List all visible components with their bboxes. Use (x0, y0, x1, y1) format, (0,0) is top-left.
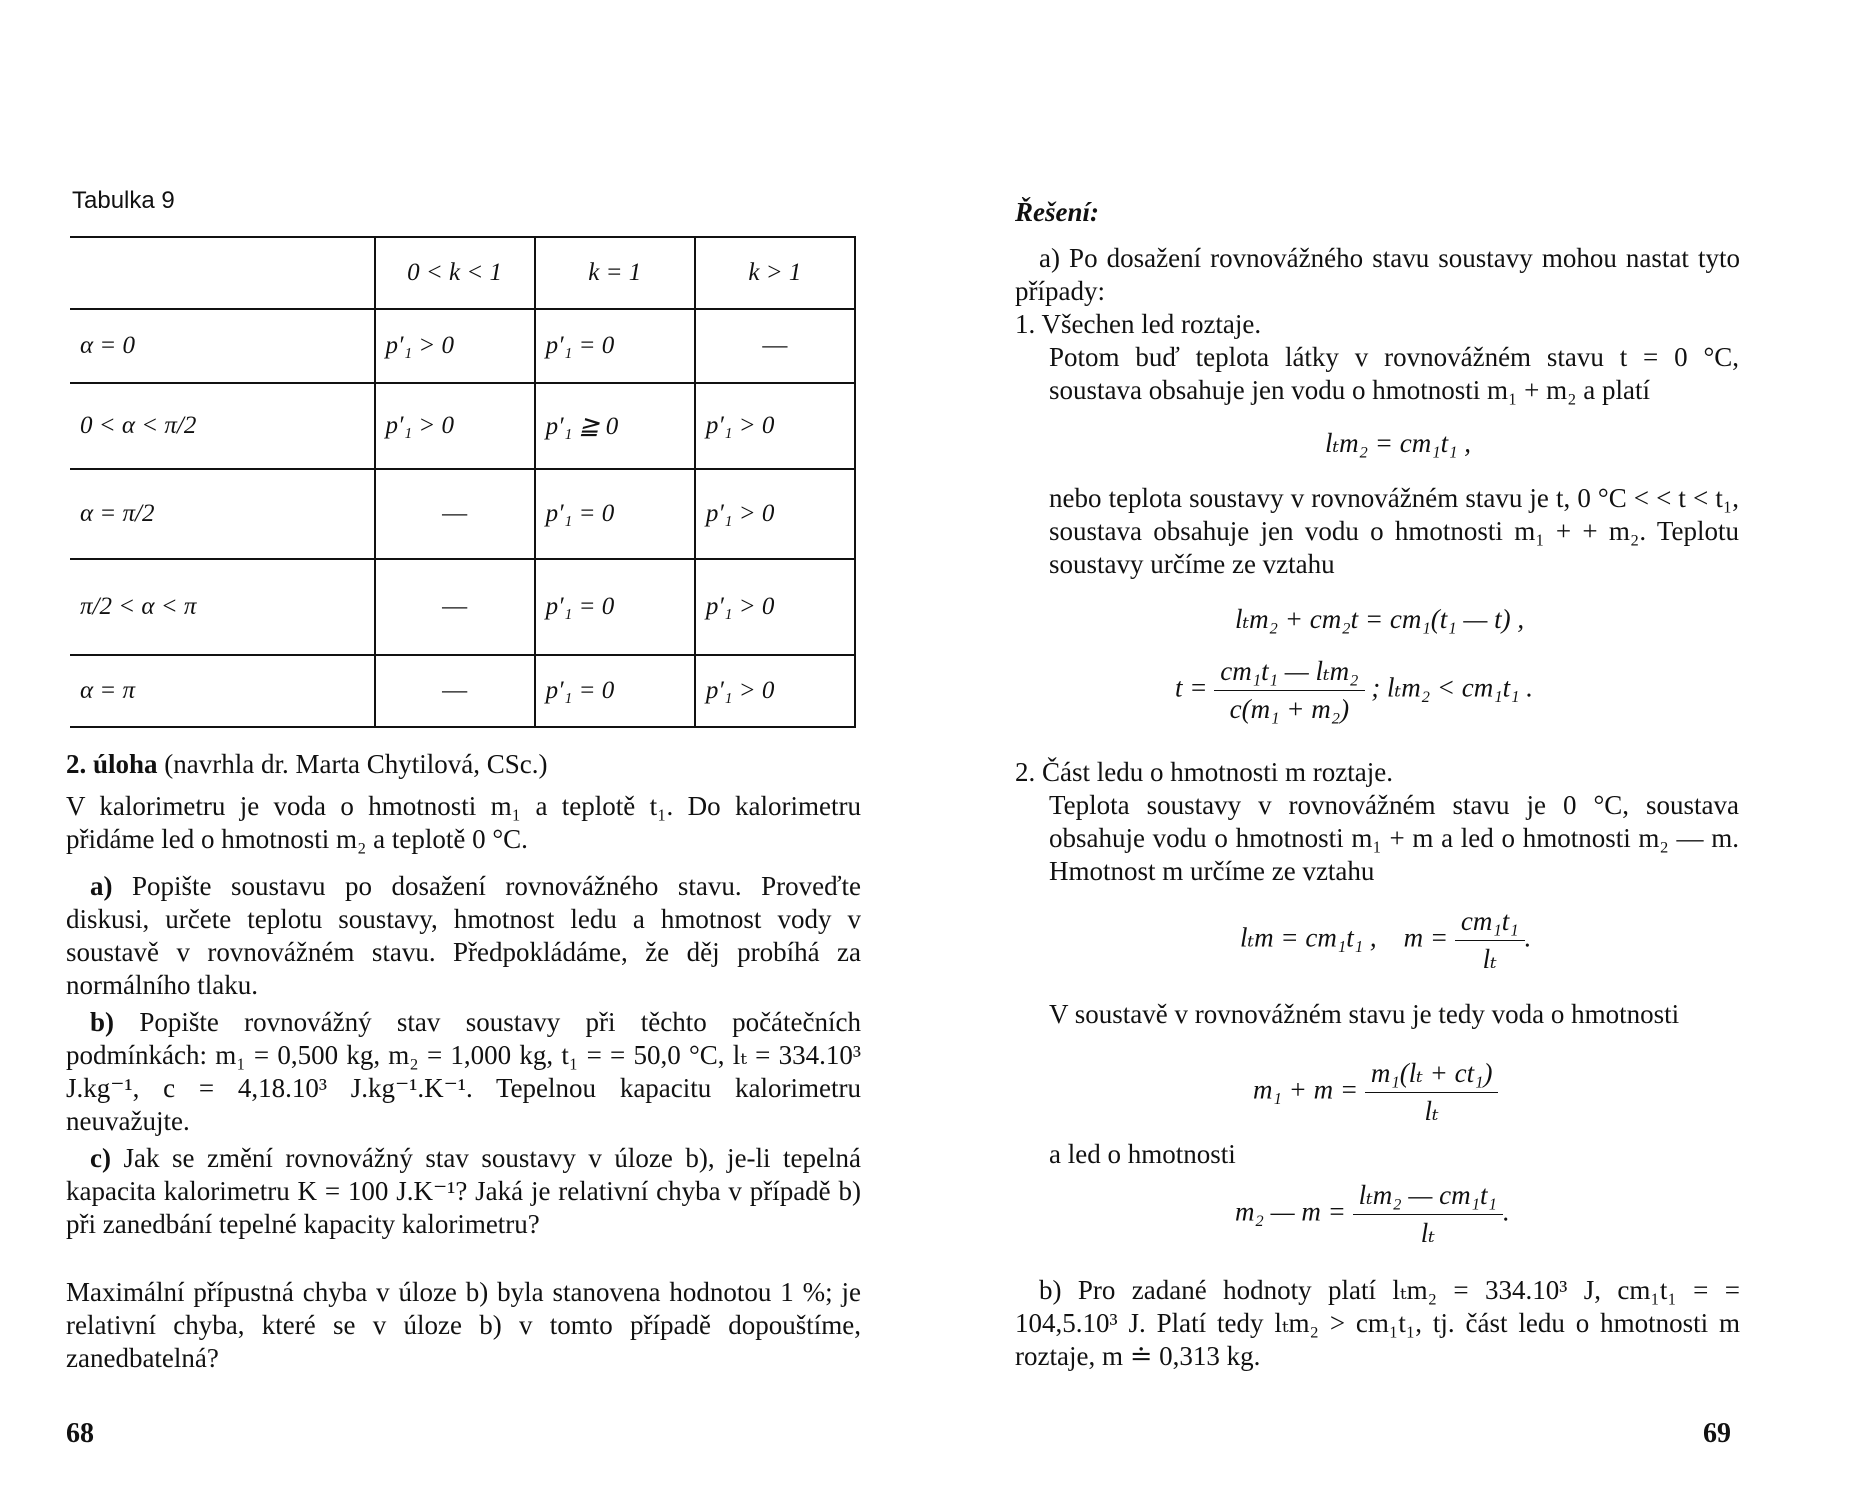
part-c-text: Jak se změní rovnovážný stav soustavy v úloze b), je-li tepelná kapacita kalorimetru K = 100 J.K⁻¹? Jaká je relativní chyba v případě b) při zanedbání tepelné kapacity kalorimetru? (66, 1143, 861, 1239)
equation-5 (1253, 1058, 1498, 1127)
eq6-lhs: m₂ — m = (1235, 1196, 1346, 1227)
equation-6 (1235, 1180, 1510, 1249)
header-cell: k > 1 (695, 237, 855, 309)
row-condition: π/2 < α < π (80, 593, 197, 620)
table-cell: p′₁ = 0 (535, 469, 695, 559)
table-cell: — (375, 655, 535, 727)
table-cell: — (375, 559, 535, 655)
eq4-left: lₜm = cm₁t₁ , (1240, 922, 1377, 953)
header-cell: k = 1 (535, 237, 695, 309)
task-intro: V kalorimetru je voda o hmotnosti m₁ a teplotě t₁. Do kalorimetru přidáme led o hmotnosti m₂ a teplotě 0 °C. (66, 791, 861, 854)
water-text: V soustavě v rovnovážném stavu je tedy voda o hmotnosti (1049, 999, 1680, 1029)
data-table (70, 236, 856, 728)
part-b-text: Popište rovnovážný stav soustavy při těchto počátečních podmínkách: m₁ = 0,500 kg, m₂ = 1,000 kg, t₁ = = 50,0 °C, lₜ = 334.10³ J.kg⁻¹, c = 4,18.10³ J.kg⁻¹.K⁻¹. Tepelnou kapacitu kalorimetru neuvažujte. (66, 1007, 861, 1136)
equation-2: lₜm₂ + cm₂t = cm₁(t₁ — t) , (1235, 604, 1525, 634)
part-c-paragraph (66, 1142, 861, 1241)
case2-text: Teplota soustavy v rovnovážném stavu je 0 °C, soustava obsahuje vodu o hmotnosti m₁ + m a led o hmotnosti m₂ — m. Hmotnost m určíme ze vztahu (1049, 790, 1739, 886)
row-condition: 0 < α < π/2 (80, 412, 197, 439)
table-row (70, 559, 855, 655)
case1-title: 1. Všechen led roztaje. (1015, 309, 1262, 339)
part-b-paragraph (66, 1006, 861, 1138)
solution-b-text: b) Pro zadané hodnoty platí lₜm₂ = 334.10³ J, cm₁t₁ = = 104,5.10³ J. Platí tedy lₜm₂ > cm₁t₁, tj. část ledu o hmotnosti m roztaje, m ≐ 0,313 kg. (1015, 1275, 1740, 1371)
task-heading: 2. úloha (66, 749, 158, 779)
ice-text: a led o hmotnosti (1049, 1139, 1236, 1169)
table-cell: p′₁ > 0 (375, 383, 535, 469)
table-cell: p′₁ = 0 (535, 559, 695, 655)
equation-3 (1175, 656, 1533, 725)
case1-text: Potom buď teplota látky v rovnovážném stavu t = 0 °C, soustava obsahuje jen vodu o hmotnosti m₁ + m₂ a platí (1049, 342, 1739, 405)
table-cell: p′₁ > 0 (695, 383, 855, 469)
part-a-label: a) (90, 871, 113, 901)
table-cell: p′₁ > 0 (375, 309, 535, 383)
eq5-numerator: m₁(lₜ + ct₁) (1365, 1058, 1499, 1093)
solution-heading: Řešení: (1015, 197, 1099, 227)
eq3-lhs: t = (1175, 672, 1208, 703)
task-heading-line (66, 748, 861, 781)
eq4-fraction (1455, 906, 1525, 975)
solution-a-text: a) Po dosažení rovnovážného stavu soustavy mohou nastat tyto případy: (1015, 243, 1740, 306)
eq3-denominator: c(m₁ + m₂) (1229, 694, 1350, 724)
table-row (70, 469, 855, 559)
page-number-left: 68 (66, 1418, 94, 1449)
table-row (70, 655, 855, 727)
table-row (70, 383, 855, 469)
eq6-fraction (1353, 1180, 1503, 1249)
table-cell: p′₁ > 0 (695, 559, 855, 655)
eq6-end: . (1502, 1196, 1510, 1227)
eq4-end: . (1524, 922, 1532, 953)
table-header-row (70, 237, 855, 309)
part-b-label: b) (90, 1007, 115, 1037)
right-page (935, 0, 1870, 1500)
part-c-label: c) (90, 1143, 111, 1173)
eq4-denominator: lₜ (1482, 944, 1497, 974)
case2-title: 2. Část ledu o hmotnosti m roztaje. (1015, 757, 1393, 787)
eq3-fraction (1214, 656, 1364, 725)
eq3-condition: ; lₜm₂ < cm₁t₁ . (1371, 672, 1534, 703)
eq5-lhs: m₁ + m = (1253, 1074, 1359, 1105)
equation-4 (1240, 906, 1531, 975)
row-condition: α = π/2 (80, 500, 155, 527)
table-cell: p′₁ = 0 (535, 309, 695, 383)
table-cell: p′₁ > 0 (695, 469, 855, 559)
header-cell (70, 237, 375, 309)
table-caption: Tabulka 9 (72, 187, 175, 214)
table-cell: — (375, 469, 535, 559)
table-cell: p′₁ ≧ 0 (535, 383, 695, 469)
header-cell: 0 < k < 1 (375, 237, 535, 309)
table-cell: p′₁ > 0 (695, 655, 855, 727)
table-cell: p′₁ = 0 (535, 655, 695, 727)
eq4-mid: m = (1403, 922, 1449, 953)
eq5-fraction (1365, 1058, 1499, 1127)
task-author: (navrhla dr. Marta Chytilová, CSc.) (157, 749, 548, 779)
row-condition: α = 0 (80, 332, 135, 359)
page-number-right: 69 (1703, 1418, 1731, 1449)
eq6-numerator: lₜm₂ — cm₁t₁ (1353, 1180, 1503, 1215)
table-row (70, 309, 855, 383)
eq3-numerator: cm₁t₁ — lₜm₂ (1214, 656, 1364, 691)
eq6-denominator: lₜ (1420, 1218, 1435, 1248)
part-a-text: Popište soustavu po dosažení rovnovážného stavu. Proveďte diskusi, určete teplotu soustavy, hmotnost ledu a hmotnost vody v soustavě v rovnovážném stavu. Předpokládáme, že děj probíhá za normálního tlaku. (66, 871, 862, 1000)
table-cell: — (695, 309, 855, 383)
row-condition: α = π (80, 677, 136, 704)
eq5-denominator: lₜ (1424, 1096, 1439, 1126)
eq4-numerator: cm₁t₁ (1455, 906, 1525, 941)
part-a-paragraph (66, 870, 861, 1002)
case1-text-2: nebo teplota soustavy v rovnovážném stavu je t, 0 °C < < t < t₁, soustava obsahuje jen vodu o hmotnosti m₁ + + m₂. Teplotu soustavy určíme ze vztahu (1049, 483, 1739, 579)
equation-1: lₜm₂ = cm₁t₁ , (1325, 428, 1472, 458)
closing-paragraph: Maximální přípustná chyba v úloze b) byla stanovena hodnotou 1 %; je relativní chyba, které se v úloze b) v tomto případě dopouštíme, zanedbatelná? (66, 1277, 861, 1373)
